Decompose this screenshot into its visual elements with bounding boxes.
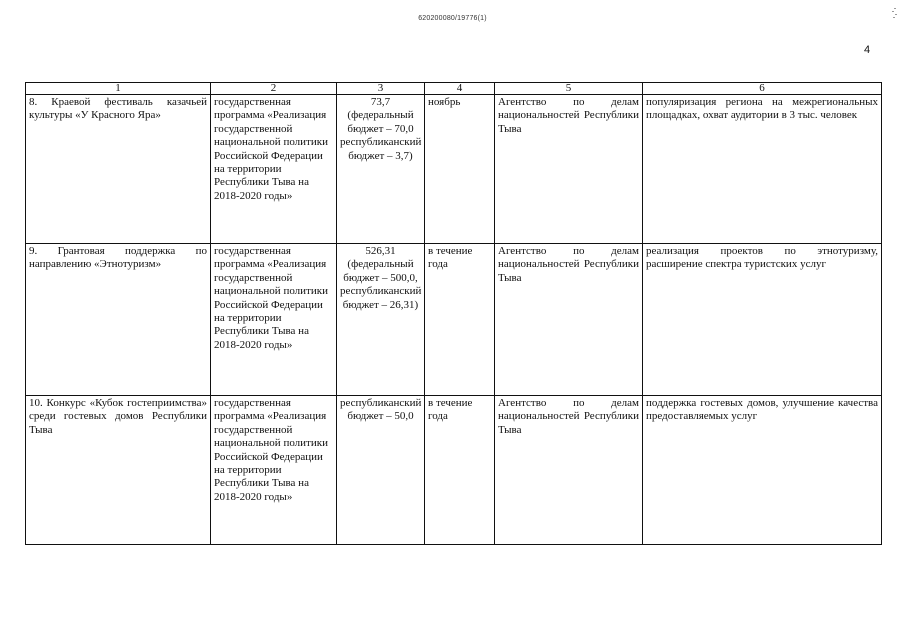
table-row <box>26 244 882 396</box>
budget-cell: республиканский бюджет – 50,0 <box>337 396 425 545</box>
page-number: 4 <box>864 44 871 56</box>
event-name-cell: 9. Грантовая поддержка по направлению «Этнотуризм» <box>26 244 211 396</box>
event-name-cell: 8. Краевой фестиваль казачьей культуры «У Красного Яра» <box>26 95 211 244</box>
budget-cell: 526,31 (федеральный бюджет – 500,0, республиканский бюджет – 26,31) <box>337 244 425 396</box>
result-cell: поддержка гостевых домов, улучшение качества предоставляемых услуг <box>643 396 882 545</box>
executor-cell: Агентство по делам национальностей Республики Тыва <box>495 244 643 396</box>
column-number: 2 <box>211 83 337 95</box>
column-number: 4 <box>425 83 495 95</box>
term-cell: ноябрь <box>425 95 495 244</box>
document-code: 620200080/19776(1) <box>418 15 487 22</box>
column-number: 1 <box>26 83 211 95</box>
term-cell: в течение года <box>425 396 495 545</box>
event-name-cell: 10. Конкурс «Кубок гостеприимства» среди гостевых домов Республики Тыва <box>26 396 211 545</box>
result-cell: популяризация региона на межрегиональных площадках, охват аудитории в 3 тыс. человек <box>643 95 882 244</box>
column-number-row <box>26 83 882 95</box>
measures-table <box>25 82 882 545</box>
budget-cell: 73,7 (федеральный бюджет – 70,0 республиканский бюджет – 3,7) <box>337 95 425 244</box>
term-cell: в течение года <box>425 244 495 396</box>
column-number: 6 <box>643 83 882 95</box>
table-row <box>26 396 882 545</box>
program-cell: государственная программа «Реализация государственной национальной политики Российской Федерации на территории Республики Тыва на 2018-2020 годы» <box>211 244 337 396</box>
table-row <box>26 95 882 244</box>
scan-noise-mark <box>884 6 898 20</box>
program-cell: государственная программа «Реализация государственной национальной политики Российской Федерации на территории Республики Тыва на 2018-2020 годы» <box>211 95 337 244</box>
executor-cell: Агентство по делам национальностей Республики Тыва <box>495 95 643 244</box>
result-cell: реализация проектов по этнотуризму, расширение спектра туристских услуг <box>643 244 882 396</box>
program-cell: государственная программа «Реализация государственной национальной политики Российской Федерации на территории Республики Тыва на 2018-2020 годы» <box>211 396 337 545</box>
column-number: 5 <box>495 83 643 95</box>
column-number: 3 <box>337 83 425 95</box>
executor-cell: Агентство по делам национальностей Республики Тыва <box>495 396 643 545</box>
